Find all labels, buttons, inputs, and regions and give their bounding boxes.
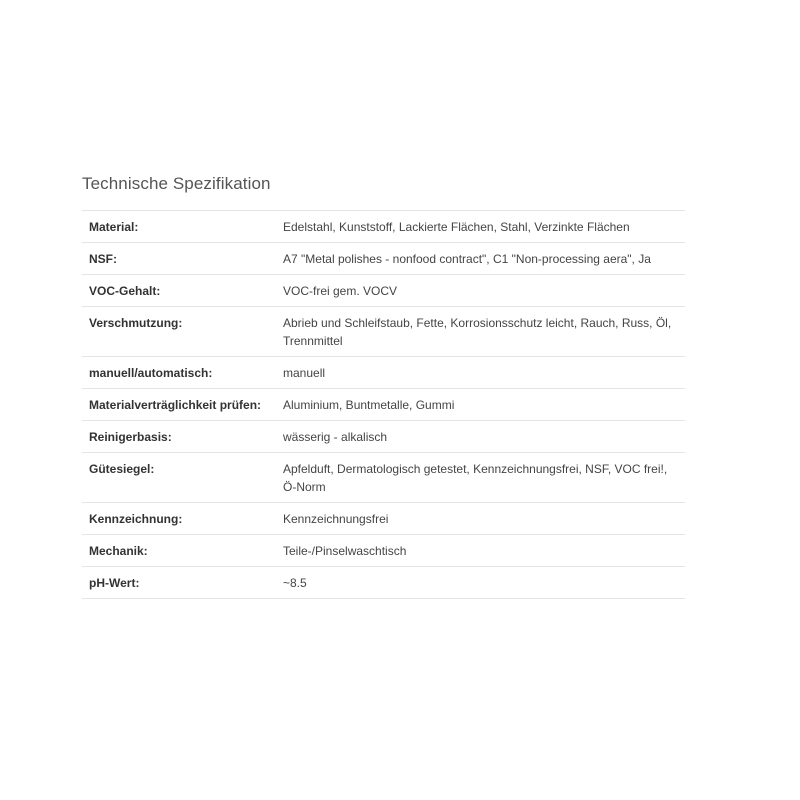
spec-value-ph-wert: ~8.5 — [283, 576, 307, 590]
table-row — [82, 357, 685, 389]
spec-label-mechanik: Mechanik: — [89, 544, 148, 558]
spec-label-guetesiegel: Gütesiegel: — [89, 462, 155, 476]
spec-value-manuell-automatisch: manuell — [283, 366, 326, 380]
spec-label-materialvertraeglichkeit: Materialverträglichkeit prüfen: — [89, 398, 262, 412]
spec-value-kennzeichnung: Kennzeichnungsfrei — [283, 512, 389, 526]
spec-label-ph-wert: pH-Wert: — [89, 576, 140, 590]
spec-value-materialvertraeglichkeit: Aluminium, Buntmetalle, Gummi — [283, 398, 455, 412]
table-row — [82, 421, 685, 453]
spec-label-manuell-automatisch: manuell/automatisch: — [89, 366, 213, 380]
spec-value-guetesiegel: Apfelduft, Dermatologisch getestet, Kennzeichnungsfrei, NSF, VOC frei!, Ö-Norm — [283, 462, 668, 494]
table-row — [82, 243, 685, 275]
spec-value-reinigerbasis: wässerig - alkalisch — [283, 430, 388, 444]
spec-label-material: Material: — [89, 220, 139, 234]
table-row — [82, 307, 685, 357]
table-row — [82, 211, 685, 243]
table-row — [82, 275, 685, 307]
spec-label-reinigerbasis: Reinigerbasis: — [89, 430, 172, 444]
spec-value-verschmutzung: Abrieb und Schleifstaub, Fette, Korrosionsschutz leicht, Rauch, Russ, Öl, Trennmittel — [283, 316, 672, 348]
spec-label-voc: VOC-Gehalt: — [89, 284, 161, 298]
spec-value-voc: VOC-frei gem. VOCV — [283, 284, 398, 298]
table-row — [82, 389, 685, 421]
spec-value-nsf: A7 "Metal polishes - nonfood contract", C1 "Non-processing aera", Ja — [283, 252, 651, 266]
technical-specification-section — [82, 170, 685, 599]
spec-label-kennzeichnung: Kennzeichnung: — [89, 512, 183, 526]
table-row — [82, 535, 685, 567]
spec-value-material: Edelstahl, Kunststoff, Lackierte Flächen, Stahl, Verzinkte Flächen — [283, 220, 630, 234]
section-title: Technische Spezifikation — [82, 174, 271, 193]
spec-label-nsf: NSF: — [89, 252, 117, 266]
table-row — [82, 503, 685, 535]
specification-table — [82, 210, 685, 599]
table-row — [82, 453, 685, 503]
table-row — [82, 567, 685, 599]
spec-label-verschmutzung: Verschmutzung: — [89, 316, 183, 330]
spec-value-mechanik: Teile-/Pinselwaschtisch — [283, 544, 407, 558]
